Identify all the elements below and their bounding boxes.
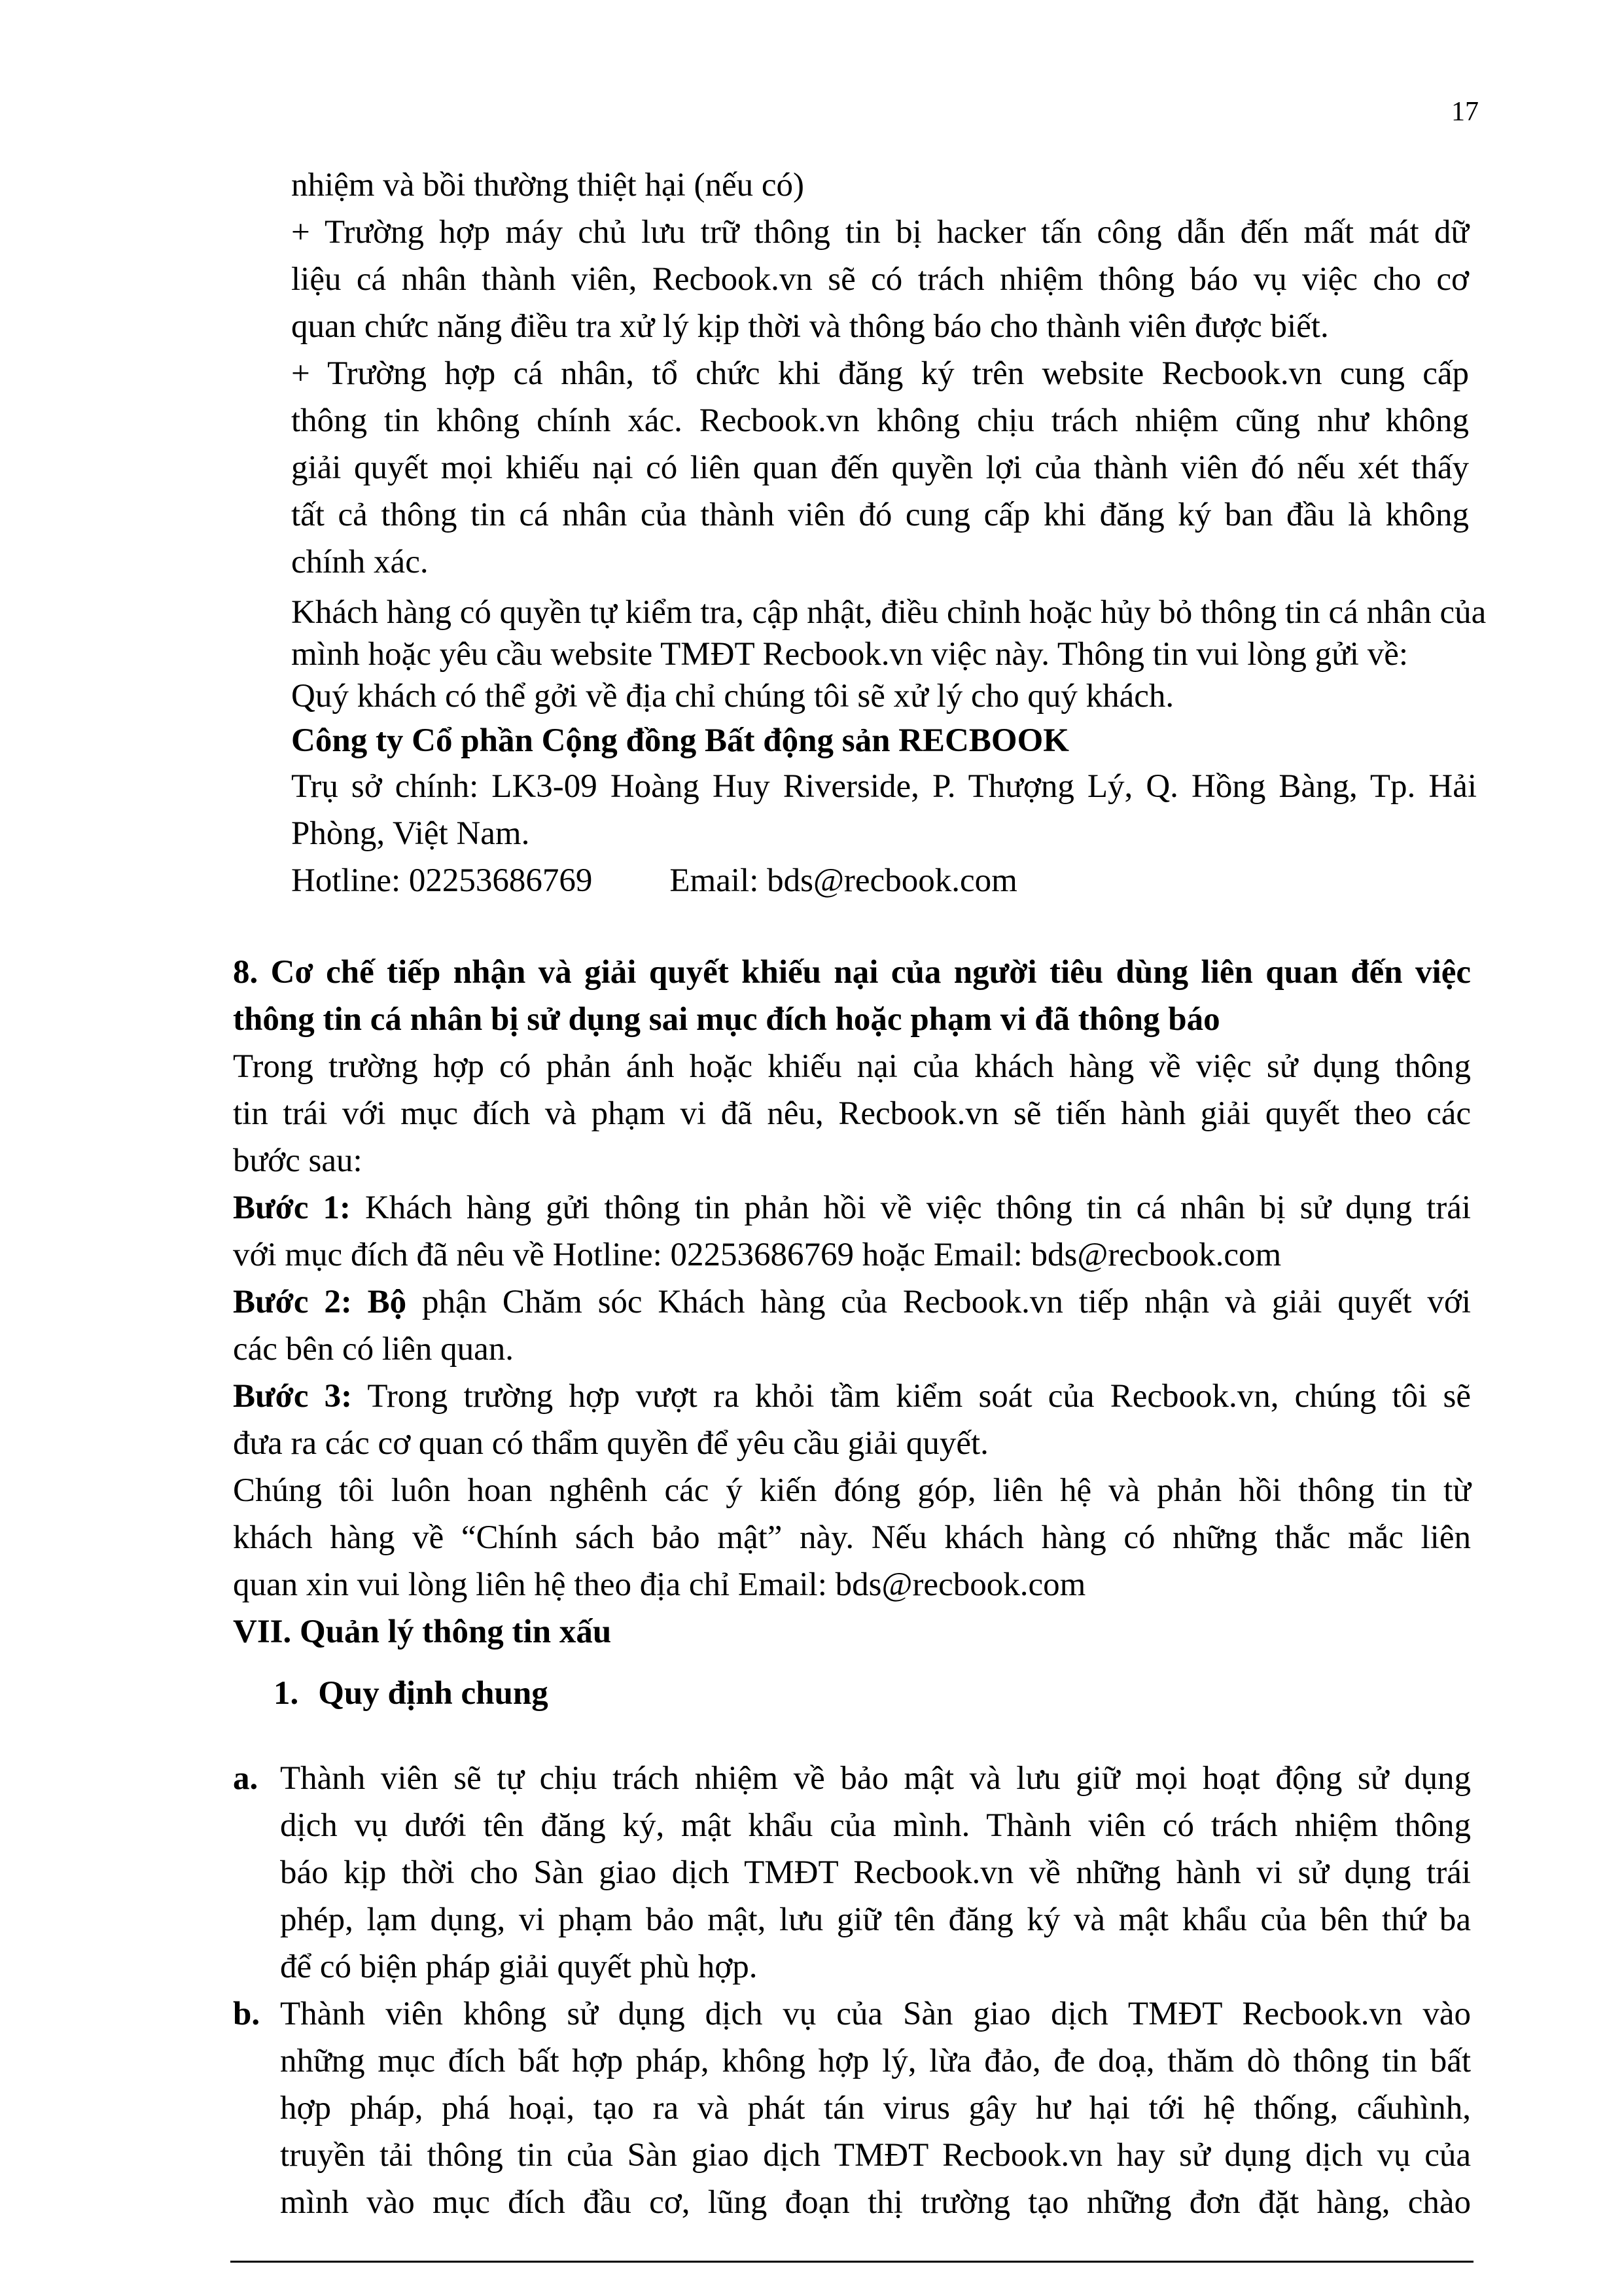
- text-line: mình vào mục đích đầu cơ, lũng đoạn thị trường tạo những đơn đặt hàng, chào: [280, 2184, 1471, 2221]
- text-line: khách hàng về “Chính sách bảo mật” này. Nếu khách hàng có những thắc mắc liên: [233, 1519, 1471, 1556]
- text-line: chính xác.: [291, 544, 429, 580]
- step-2: [233, 1279, 1471, 1326]
- text-line: + Trường hợp cá nhân, tổ chức khi đăng ký trên website Recbook.vn cung cấp: [291, 355, 1469, 392]
- step-text: Khách hàng gửi thông tin phản hồi về việc thông tin cá nhân bị sử dụng trái: [350, 1190, 1472, 1226]
- step-3: [233, 1373, 1471, 1420]
- hotline: Hotline: 02253686769: [291, 862, 593, 899]
- text-line: nhiệm và bồi thường thiệt hại (nếu có): [291, 167, 805, 203]
- text-line: hợp pháp, phá hoại, tạo ra và phát tán virus gây hư hại tới hệ thống, cấuhình,: [280, 2090, 1471, 2127]
- text-line: báo kịp thời cho Sàn giao dịch TMĐT Recbook.vn về những hành vi sử dụng trái: [280, 1854, 1471, 1891]
- step-label: Bước 3:: [233, 1378, 353, 1415]
- text-line: bước sau:: [233, 1142, 362, 1179]
- text-line: phép, lạm dụng, vi phạm bảo mật, lưu giữ tên đăng ký và mật khẩu của bên thứ ba: [280, 1901, 1471, 1938]
- step-text: Trong trường hợp vượt ra khỏi tầm kiểm soát của Recbook.vn, chúng tôi sẽ: [352, 1378, 1471, 1415]
- list-marker: b.: [233, 1996, 260, 2032]
- text-line: giải quyết mọi khiếu nại có liên quan đến quyền lợi của thành viên đó nếu xét thấy: [291, 450, 1469, 486]
- text-line: mình hoặc yêu cầu website TMĐT Recbook.vn việc này. Thông tin vui lòng gửi về:: [291, 636, 1409, 673]
- section-heading: thông tin cá nhân bị sử dụng sai mục đích hoặc phạm vi đã thông báo: [233, 1001, 1220, 1038]
- address-line: Phòng, Việt Nam.: [291, 815, 530, 852]
- contact-line: [291, 857, 1486, 904]
- section-8: [233, 949, 1471, 1608]
- subsection-number: 1.: [274, 1675, 299, 1712]
- text-line: để có biện pháp giải quyết phù hợp.: [280, 1949, 758, 1985]
- step-label: Bước 2: Bộ: [233, 1284, 407, 1320]
- text-line: Quý khách có thể gởi về địa chỉ chúng tôi sẽ xử lý cho quý khách.: [291, 678, 1174, 715]
- text-line: các bên có liên quan.: [233, 1331, 514, 1368]
- step-1: [233, 1184, 1471, 1231]
- text-line: Chúng tôi luôn hoan nghênh các ý kiến đóng góp, liên hệ và phản hồi thông tin từ: [233, 1472, 1471, 1509]
- text-line: những mục đích bất hợp pháp, không hợp lý, lừa đảo, đe doạ, thăm dò thông tin bất: [280, 2043, 1471, 2079]
- step-label: Bước 1:: [233, 1190, 351, 1226]
- list-marker: a.: [233, 1760, 258, 1797]
- step-text: phận Chăm sóc Khách hàng của Recbook.vn tiếp nhận và giải quyết với: [406, 1284, 1472, 1320]
- company-name: Công ty Cổ phần Cộng đồng Bất động sản RECBOOK: [291, 722, 1069, 759]
- footer-divider: [230, 2261, 1474, 2263]
- address-line: Trụ sở chính: LK3-09 Hoàng Huy Riverside, P. Thượng Lý, Q. Hồng Bàng, Tp. Hải: [291, 768, 1477, 805]
- section-vii-heading: VII. Quản lý thông tin xấu: [233, 1614, 612, 1650]
- page-number: 17: [1451, 97, 1479, 127]
- text-line: liệu cá nhân thành viên, Recbook.vn sẽ có trách nhiệm thông báo vụ việc cho cơ: [291, 261, 1469, 298]
- text-line: tin trái với mục đích và phạm vi đã nêu, Recbook.vn sẽ tiến hành giải quyết theo các: [233, 1095, 1471, 1132]
- text-line: với mục đích đã nêu về Hotline: 02253686769 hoặc Email: bds@recbook.com: [233, 1237, 1282, 1273]
- text-line: Thành viên sẽ tự chịu trách nhiệm về bảo mật và lưu giữ mọi hoạt động sử dụng: [280, 1760, 1471, 1797]
- text-line: Khách hàng có quyền tự kiểm tra, cập nhật, điều chỉnh hoặc hủy bỏ thông tin cá nhân của: [291, 594, 1487, 631]
- text-line: dịch vụ dưới tên đăng ký, mật khẩu của mình. Thành viên có trách nhiệm thông: [280, 1807, 1471, 1844]
- text-line: đưa ra các cơ quan có thẩm quyền để yêu cầu giải quyết.: [233, 1425, 989, 1462]
- subsection-heading: [274, 1670, 548, 1717]
- section-heading: 8. Cơ chế tiếp nhận và giải quyết khiếu nại của người tiêu dùng liên quan đến việc: [233, 954, 1471, 991]
- contact-email: Email: bds@recbook.com: [669, 862, 1017, 899]
- text-line: tất cả thông tin cá nhân của thành viên đó cung cấp khi đăng ký ban đầu là không: [291, 497, 1469, 533]
- privacy-responsibility-paragraph: [291, 162, 1469, 586]
- text-line: truyền tải thông tin của Sàn giao dịch TMĐT Recbook.vn hay sử dụng dịch vụ của: [280, 2137, 1471, 2174]
- text-line: Trong trường hợp có phản ánh hoặc khiếu nại của khách hàng về việc sử dụng thông: [233, 1048, 1471, 1085]
- list-item-a: [233, 1755, 1471, 1990]
- subsection-title: Quy định chung: [318, 1675, 548, 1712]
- text-line: Thành viên không sử dụng dịch vụ của Sàn giao dịch TMĐT Recbook.vn vào: [280, 1996, 1471, 2032]
- text-line: quan xin vui lòng liên hệ theo địa chỉ Email: bds@recbook.com: [233, 1566, 1086, 1603]
- text-line: quan chức năng điều tra xử lý kịp thời và thông báo cho thành viên được biết.: [291, 308, 1329, 345]
- customer-rights-paragraph: [291, 589, 1486, 904]
- list-item-b: [233, 1990, 1471, 2226]
- text-line: thông tin không chính xác. Recbook.vn không chịu trách nhiệm cũng như không: [291, 402, 1469, 439]
- text-line: + Trường hợp máy chủ lưu trữ thông tin bị hacker tấn công dẫn đến mất mát dữ: [291, 214, 1469, 251]
